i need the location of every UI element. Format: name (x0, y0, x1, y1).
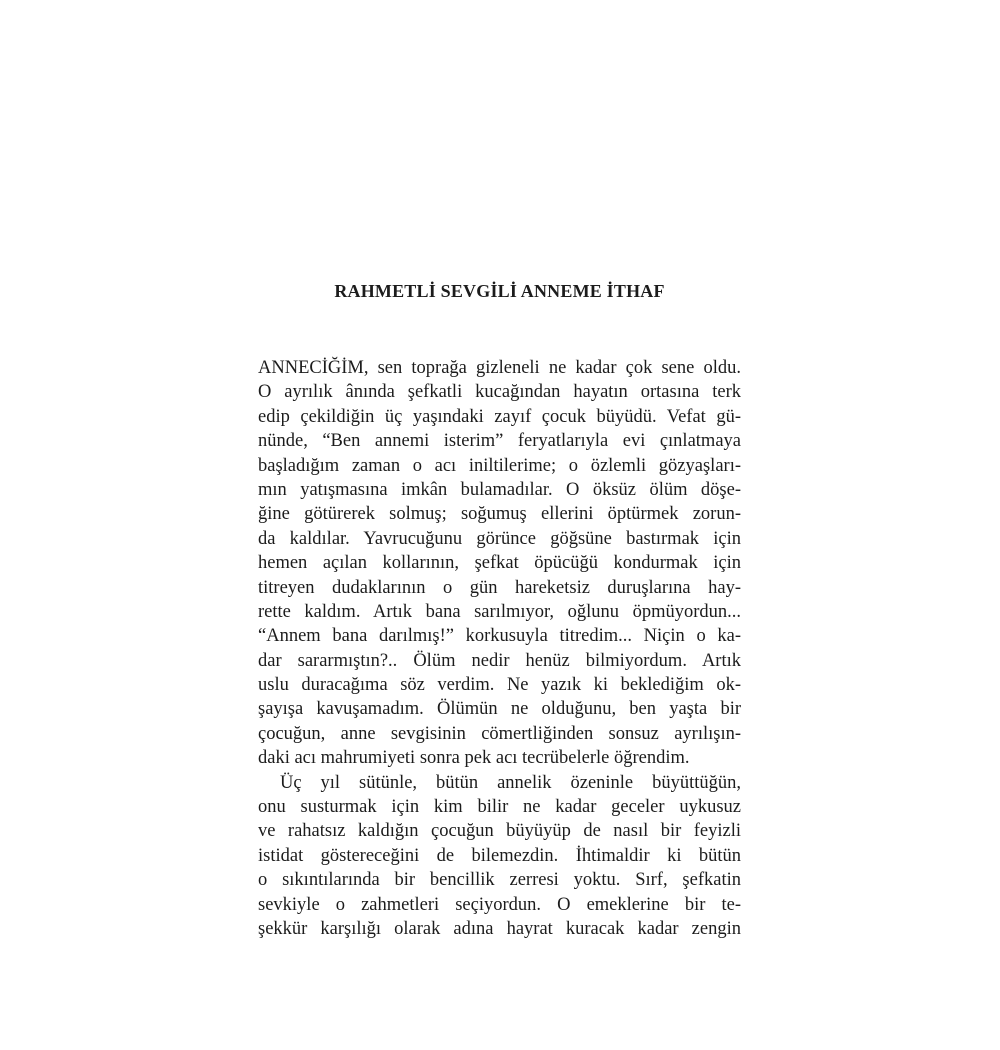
text-line: “Annem bana darılmış!” korkusuyla titredim... Niçin o ka- (258, 626, 741, 647)
paragraph-1 (258, 356, 741, 771)
dedication-body (258, 356, 741, 941)
text-line: ANNECİĞİM, sen toprağa gizleneli ne kadar çok sene oldu. (258, 358, 741, 378)
text-line: Üç yıl sütünle, bütün annelik özeninle büyüttüğün, (280, 772, 741, 793)
text-line: ve rahatsız kaldığın çocuğun büyüyüp de nasıl bir feyizli (258, 821, 741, 842)
text-line: şayışa kavuşamadım. Ölümün ne olduğunu, ben yaşta bir (258, 699, 741, 720)
text-line: o sıkıntılarında bir bencillik zerresi yoktu. Sırf, şefkatin (258, 870, 741, 891)
text-line: daki acı mahrumiyeti sonra pek acı tecrübelerle öğrendim. (258, 748, 690, 769)
text-line: dar sararmıştın?.. Ölüm nedir henüz bilmiyordum. Artık (258, 650, 741, 671)
text-line: nünde, “Ben annemi isterim” feryatlarıyla evi çınlatmaya (258, 431, 741, 452)
text-line: şekkür karşılığı olarak adına hayrat kuracak kadar zengin (258, 918, 741, 939)
text-line: sevkiyle o zahmetleri seçiyordun. O emeklerine bir te- (258, 894, 741, 915)
text-line: hemen açılan kollarının, şefkat öpücüğü kondurmak için (258, 553, 741, 574)
text-line: onu susturmak için kim bilir ne kadar geceler uykusuz (258, 797, 741, 818)
text-line: istidat göstereceğini de bilemezdin. İhtimaldir ki bütün (258, 845, 741, 866)
dedication-heading: RAHMETLİ SEVGİLİ ANNEME İTHAF (334, 281, 665, 301)
text-line: O ayrılık ânında şefkatli kucağından hayatın ortasına terk (258, 382, 741, 403)
text-line: rette kaldım. Artık bana sarılmıyor, oğlunu öpmüyordun... (258, 601, 741, 622)
text-line: çocuğun, anne sevgisinin cömertliğinden sonsuz ayrılışın- (258, 723, 741, 744)
text-line: ğine götürerek solmuş; soğumuş ellerini öptürmek zorun- (258, 504, 741, 525)
text-line: mın yatışmasına imkân bulamadılar. O öksüz ölüm döşe- (258, 479, 741, 500)
text-line: uslu duracağıma söz verdim. Ne yazık ki beklediğim ok- (258, 675, 741, 696)
paragraph-2 (258, 771, 741, 942)
text-line: edip çekildiğin üç yaşındaki zayıf çocuk büyüdü. Vefat gü- (258, 406, 741, 427)
text-line: titreyen dudaklarının o gün hareketsiz duruşlarına hay- (258, 577, 741, 598)
text-line: da kaldılar. Yavrucuğunu görünce göğsüne bastırmak için (258, 528, 741, 549)
text-line: başladığım zaman o acı iniltilerime; o özlemli gözyaşları- (258, 455, 741, 476)
